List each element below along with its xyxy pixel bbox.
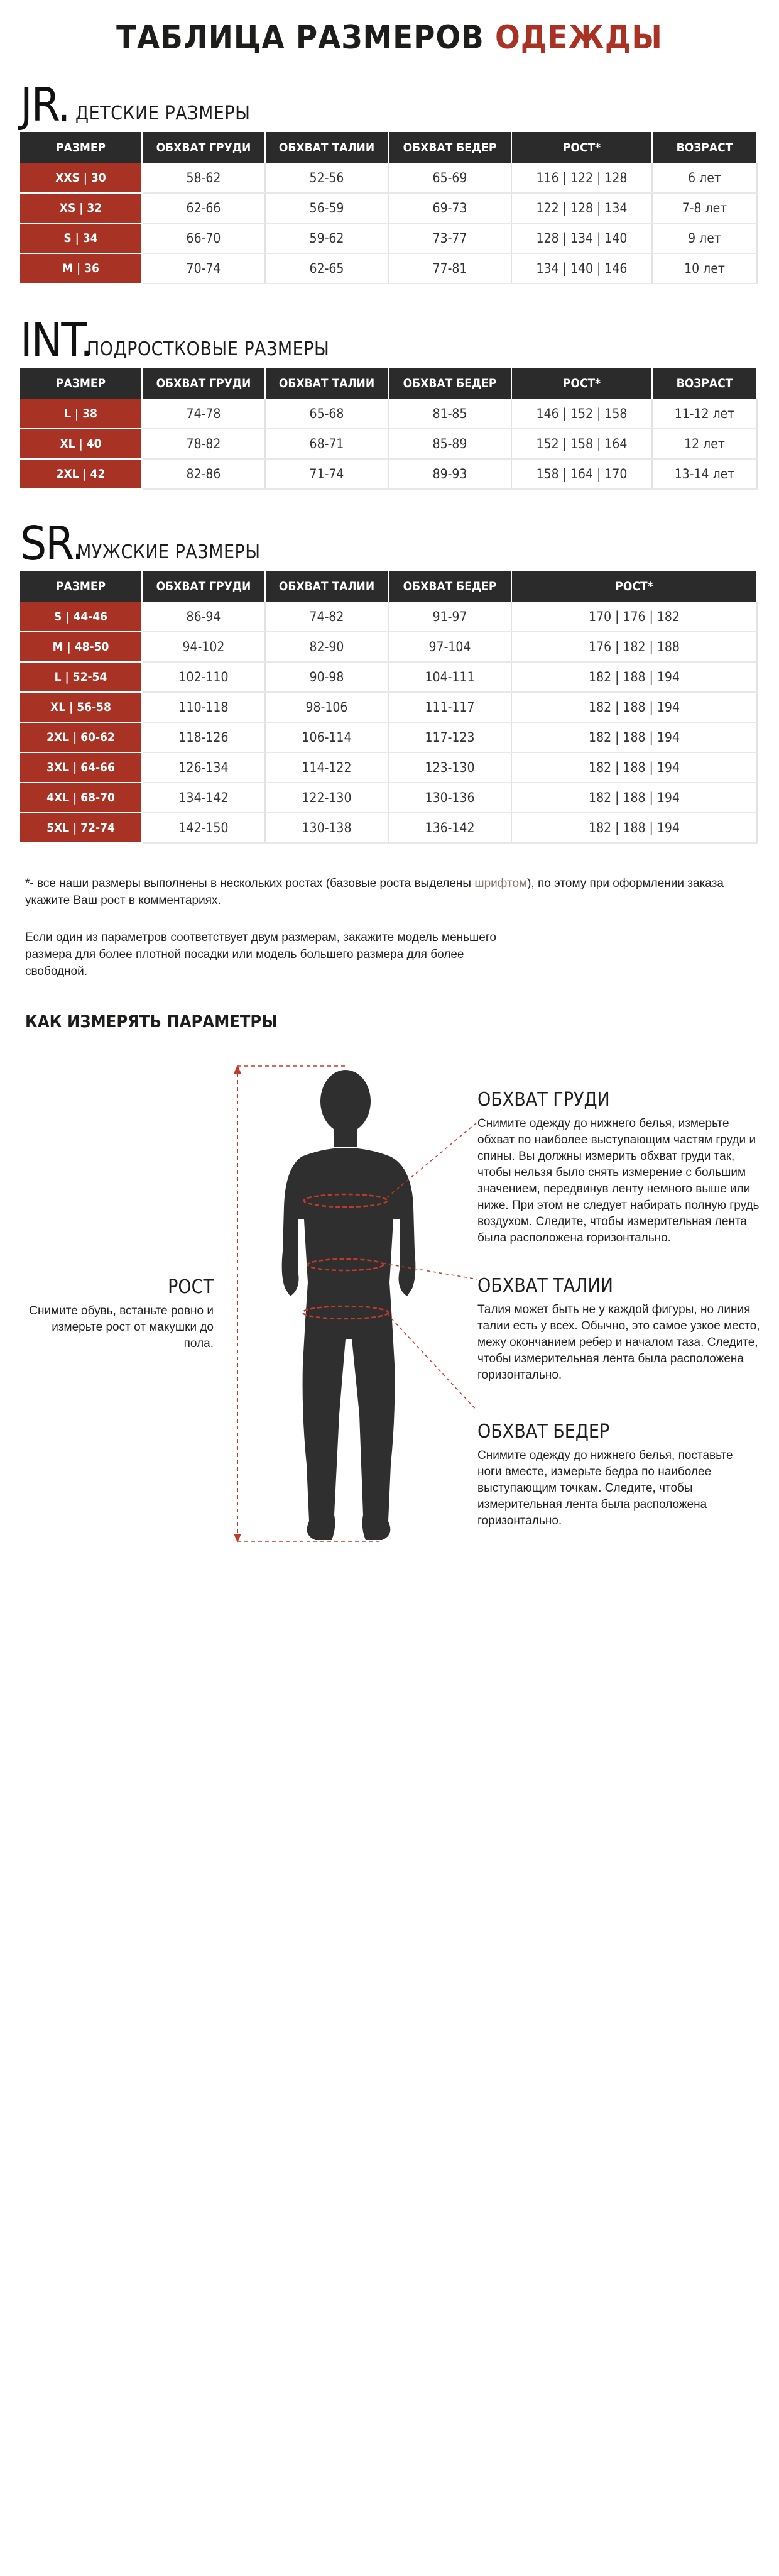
section-code: JR. — [20, 78, 70, 132]
how-to-measure-title: КАК ИЗМЕРЯТЬ ПАРАМЕТРЫ — [25, 1012, 278, 1032]
waist-cell: 52-56 — [265, 163, 388, 193]
waist-cell: 130-138 — [265, 813, 388, 843]
table-row — [20, 662, 757, 692]
size-cell: XS | 32 — [20, 193, 142, 223]
hips-cell: 111-117 — [388, 692, 511, 722]
section-jr — [20, 78, 758, 284]
hips-cell: 77-81 — [388, 253, 511, 283]
size-table-int — [20, 368, 758, 490]
age-cell: 13-14 лет — [652, 459, 757, 489]
height-cell: 152 | 158 | 164 — [511, 429, 652, 459]
section-header — [20, 517, 758, 571]
chest-cell: 58-62 — [142, 163, 265, 193]
table-row — [20, 722, 757, 752]
waist-cell: 65-68 — [265, 399, 388, 429]
chest-cell: 102-110 — [142, 662, 265, 692]
chest-cell: 110-118 — [142, 692, 265, 722]
title-main: ТАБЛИЦА РАЗМЕРОВ — [116, 19, 484, 57]
waist-cell: 114-122 — [265, 752, 388, 783]
column-header: ОБХВАТ БЕДЕР — [388, 368, 511, 399]
hips-cell: 81-85 — [388, 399, 511, 429]
waist-cell: 56-59 — [265, 193, 388, 223]
waist-cell: 106-114 — [265, 722, 388, 752]
hips-cell: 89-93 — [388, 459, 511, 489]
height-cell: 158 | 164 | 170 — [511, 459, 652, 489]
size-cell: XXS | 30 — [20, 163, 142, 193]
waist-instruction — [477, 1275, 766, 1384]
age-cell: 7-8 лет — [652, 193, 757, 223]
waist-cell: 71-74 — [265, 459, 388, 489]
chest-text: Снимите одежду до нижнего белья, измерьте обхват по наиболее выступающим частям груди и спины. Вы должны измерить обхват груди так, чтобы нельзя было снять измерение с большим значением, передвинув ленту немного выше или ниже. При этом не следует набирать полную грудь воздухом. Следите, чтобы измерительная лента была расположена горизонтально. — [477, 1117, 760, 1245]
height-cell: 170 | 176 | 182 — [511, 602, 757, 632]
column-header: ОБХВАТ ГРУДИ — [142, 571, 265, 602]
size-cell: L | 38 — [20, 399, 142, 429]
waist-cell: 82-90 — [265, 632, 388, 662]
height-cell: 116 | 122 | 128 — [511, 163, 652, 193]
height-footnote: *- все наши размеры выполнены в нескольких ростах (базовые роста выделены шрифтом), по этому при оформлении заказа укажите Ваш рост в комментариях. — [25, 877, 724, 907]
waist-text: Талия может быть не у каждой фигуры, но линия талии есть у всех. Обычно, это самое узкое место, межу окончанием ребер и началом таза. Следите, чтобы измерительная лента была расположена горизонтально. — [477, 1303, 760, 1382]
table-row — [20, 223, 757, 253]
table-row — [20, 602, 757, 632]
height-cell: 176 | 182 | 188 — [511, 632, 757, 662]
section-name: ДЕТСКИЕ РАЗМЕРЫ — [75, 102, 251, 124]
waist-cell: 59-62 — [265, 223, 388, 253]
chest-cell: 82-86 — [142, 459, 265, 489]
age-cell: 12 лет — [652, 429, 757, 459]
column-header: ОБХВАТ БЕДЕР — [388, 132, 511, 163]
section-name: МУЖСКИЕ РАЗМЕРЫ — [77, 541, 261, 563]
size-cell: 4XL | 68-70 — [20, 783, 142, 813]
chest-cell: 126-134 — [142, 752, 265, 783]
body-silhouette — [226, 1062, 477, 1553]
chest-instruction — [477, 1089, 766, 1247]
waist-heading: ОБХВАТ ТАЛИИ — [477, 1275, 613, 1297]
column-header: РАЗМЕР — [20, 132, 142, 163]
section-code: SR. — [20, 517, 84, 571]
height-instruction — [25, 1276, 214, 1352]
age-cell: 6 лет — [652, 163, 757, 193]
size-cell: S | 44-46 — [20, 602, 142, 632]
chest-heading: ОБХВАТ ГРУДИ — [477, 1089, 610, 1111]
size-cell: S | 34 — [20, 223, 142, 253]
hips-cell: 123-130 — [388, 752, 511, 783]
table-row — [20, 193, 757, 223]
hips-heading: ОБХВАТ БЕДЕР — [477, 1421, 610, 1443]
column-header: ОБХВАТ ГРУДИ — [142, 132, 265, 163]
height-cell: 182 | 188 | 194 — [511, 692, 757, 722]
hips-cell: 136-142 — [388, 813, 511, 843]
hips-instruction — [477, 1421, 754, 1529]
column-header: ВОЗРАСТ — [652, 368, 757, 399]
chest-cell: 118-126 — [142, 722, 265, 752]
size-cell: 2XL | 42 — [20, 459, 142, 489]
table-row — [20, 783, 757, 813]
height-cell: 134 | 140 | 146 — [511, 253, 652, 283]
column-header: ОБХВАТ ТАЛИИ — [265, 132, 388, 163]
height-cell: 122 | 128 | 134 — [511, 193, 652, 223]
section-name: ПОДРОСТКОВЫЕ РАЗМЕРЫ — [87, 338, 330, 360]
section-header — [20, 78, 758, 132]
hips-cell: 130-136 — [388, 783, 511, 813]
column-header: РОСТ* — [511, 368, 652, 399]
column-header: ВОЗРАСТ — [652, 132, 757, 163]
chest-cell: 142-150 — [142, 813, 265, 843]
table-row — [20, 752, 757, 783]
column-header: РОСТ* — [511, 132, 652, 163]
age-cell: 10 лет — [652, 253, 757, 283]
size-cell: XL | 56-58 — [20, 692, 142, 722]
column-header: РАЗМЕР — [20, 571, 142, 602]
size-cell: XL | 40 — [20, 429, 142, 459]
chest-cell: 86-94 — [142, 602, 265, 632]
age-cell: 11-12 лет — [652, 399, 757, 429]
column-header: РОСТ* — [511, 571, 757, 602]
title-accent: ОДЕЖДЫ — [495, 19, 663, 57]
waist-cell: 74-82 — [265, 602, 388, 632]
height-cell: 182 | 188 | 194 — [511, 752, 757, 783]
height-cell: 146 | 152 | 158 — [511, 399, 652, 429]
size-cell: L | 52-54 — [20, 662, 142, 692]
chest-cell: 94-102 — [142, 632, 265, 662]
chest-cell: 70-74 — [142, 253, 265, 283]
section-int — [20, 314, 758, 490]
size-cell: M | 48-50 — [20, 632, 142, 662]
size-cell: 3XL | 64-66 — [20, 752, 142, 783]
hips-cell: 97-104 — [388, 632, 511, 662]
table-row — [20, 253, 757, 283]
size-cell: M | 36 — [20, 253, 142, 283]
two-sizes-note: Если один из параметров соответствует двум размерам, закажите модель меньшего размера для более плотной посадки или модель большего размера для более свободной. — [25, 931, 496, 978]
table-row — [20, 459, 757, 489]
table-row — [20, 163, 757, 193]
hips-cell: 85-89 — [388, 429, 511, 459]
waist-cell: 68-71 — [265, 429, 388, 459]
height-cell: 182 | 188 | 194 — [511, 783, 757, 813]
size-table-jr — [20, 132, 758, 284]
column-header: ОБХВАТ ТАЛИИ — [265, 571, 388, 602]
silhouette-icon — [282, 1070, 416, 1540]
section-sr — [20, 517, 758, 844]
height-cell: 128 | 134 | 140 — [511, 223, 652, 253]
body-figure-svg — [226, 1062, 477, 1553]
height-cell: 182 | 188 | 194 — [511, 722, 757, 752]
size-table-sr — [20, 571, 758, 844]
table-header-row — [20, 132, 757, 163]
size-cell: 5XL | 72-74 — [20, 813, 142, 843]
waist-cell: 122-130 — [265, 783, 388, 813]
chest-cell: 62-66 — [142, 193, 265, 223]
chest-cell: 66-70 — [142, 223, 265, 253]
hips-cell: 69-73 — [388, 193, 511, 223]
table-header-row — [20, 368, 757, 399]
chest-cell: 74-78 — [142, 399, 265, 429]
waist-cell: 90-98 — [265, 662, 388, 692]
age-cell: 9 лет — [652, 223, 757, 253]
waist-cell: 62-65 — [265, 253, 388, 283]
hips-cell: 65-69 — [388, 163, 511, 193]
table-row — [20, 813, 757, 843]
hips-text: Снимите одежду до нижнего белья, поставьте ноги вместе, измерьте бедра по наиболее выступающим точкам. Следите, чтобы измерительная лента была расположена горизонтально. — [477, 1449, 733, 1527]
table-header-row — [20, 571, 757, 602]
column-header: РАЗМЕР — [20, 368, 142, 399]
table-row — [20, 429, 757, 459]
size-cell: 2XL | 60-62 — [20, 722, 142, 752]
column-header: ОБХВАТ БЕДЕР — [388, 571, 511, 602]
height-cell: 182 | 188 | 194 — [511, 662, 757, 692]
height-cell: 182 | 188 | 194 — [511, 813, 757, 843]
table-row — [20, 632, 757, 662]
waist-cell: 98-106 — [265, 692, 388, 722]
table-row — [20, 399, 757, 429]
column-header: ОБХВАТ ТАЛИИ — [265, 368, 388, 399]
table-row — [20, 692, 757, 722]
hips-cell: 104-111 — [388, 662, 511, 692]
column-header: ОБХВАТ ГРУДИ — [142, 368, 265, 399]
hips-cell: 73-77 — [388, 223, 511, 253]
height-heading: РОСТ — [168, 1276, 214, 1298]
height-text: Снимите обувь, встаньте ровно и измерьте рост от макушки до пола. — [29, 1304, 214, 1350]
page-title — [0, 19, 779, 57]
section-header — [20, 314, 758, 368]
hips-cell: 91-97 — [388, 602, 511, 632]
chest-cell: 78-82 — [142, 429, 265, 459]
section-code: INT. — [20, 314, 92, 368]
hips-cell: 117-123 — [388, 722, 511, 752]
chest-cell: 134-142 — [142, 783, 265, 813]
